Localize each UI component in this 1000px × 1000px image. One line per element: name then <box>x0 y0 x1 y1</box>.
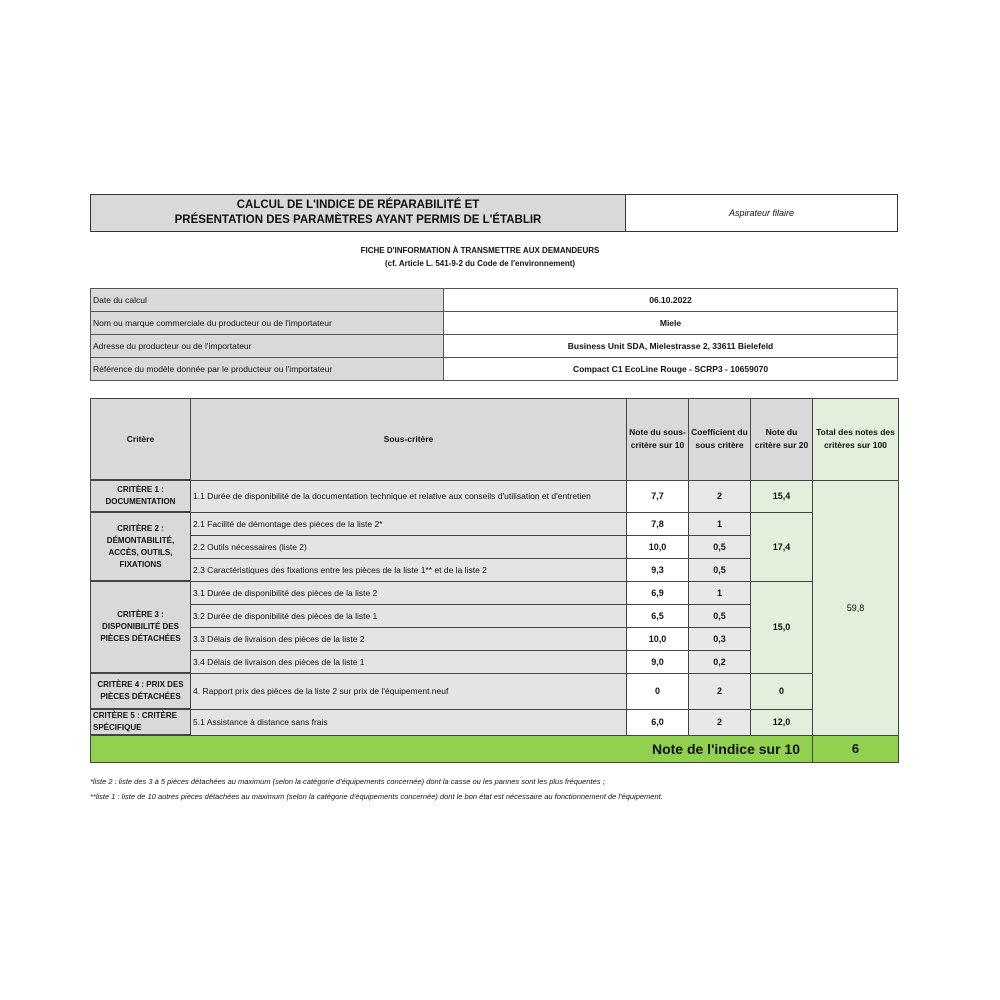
sub-criterion-label: 3.1 Durée de disponibilité des pièces de la liste 2 <box>191 581 627 604</box>
sub-criterion-note: 10,0 <box>627 535 689 558</box>
table-row <box>91 581 899 604</box>
criterion-name: CRITÈRE 5 : CRITÈRE SPÉCIFIQUE <box>91 709 191 735</box>
info-row <box>91 335 898 358</box>
sub-criterion-coef: 1 <box>689 581 751 604</box>
sub-criterion-note: 10,0 <box>627 627 689 650</box>
sub-criterion-coef: 0,3 <box>689 627 751 650</box>
info-row <box>91 289 898 312</box>
header-critere: Critère <box>91 399 191 481</box>
criterion-name: CRITÈRE 2 : DÉMONTABILITÉ, ACCÈS, OUTILS, FIXATIONS <box>91 512 191 581</box>
subtitle <box>90 244 870 270</box>
product-type: Aspirateur filaire <box>728 208 795 218</box>
header-coefficient: Coefficient du sous critère <box>689 399 751 481</box>
criterion-note: 15,0 <box>751 581 813 673</box>
sub-criterion-coef: 1 <box>689 512 751 535</box>
sub-criterion-note: 6,5 <box>627 604 689 627</box>
sub-criterion-label: 1.1 Durée de disponibilité de la documentation technique et relative aux conseils d'utilisation et d'entretien <box>191 480 627 512</box>
table-header-row <box>91 399 899 481</box>
sub-criterion-coef: 0,5 <box>689 535 751 558</box>
criterion-name: CRITÈRE 3 : DISPONIBILITÉ DES PIÈCES DÉTACHÉES <box>91 581 191 673</box>
sub-criterion-label: 2.3 Caractéristiques des fixations entre les pièces de la liste 1** et de la liste 2 <box>191 558 627 581</box>
sub-criterion-coef: 0,5 <box>689 558 751 581</box>
sub-criterion-coef: 2 <box>689 709 751 735</box>
final-score-row <box>91 735 899 763</box>
sub-criterion-note: 6,9 <box>627 581 689 604</box>
table-row <box>91 512 899 535</box>
final-score-value: 6 <box>813 735 899 763</box>
sub-criterion-coef: 2 <box>689 673 751 709</box>
sub-criterion-note: 7,7 <box>627 480 689 512</box>
sub-criterion-label: 3.3 Délais de livraison des pièces de la liste 2 <box>191 627 627 650</box>
info-value: Miele <box>444 312 898 335</box>
footnote-2: **liste 1 : liste de 10 autres pièces détachées au maximum (selon la catégorie d'équipements concernée) dont le bon état est nécessaire au fonctionnement de l'équipement. <box>90 792 663 801</box>
criterion-name: CRITÈRE 1 : DOCUMENTATION <box>91 480 191 512</box>
sub-criterion-note: 7,8 <box>627 512 689 535</box>
info-table <box>90 288 898 381</box>
sub-criterion-note: 9,3 <box>627 558 689 581</box>
criterion-note: 0 <box>751 673 813 709</box>
info-value: 06.10.2022 <box>444 289 898 312</box>
sub-criterion-coef: 0,2 <box>689 650 751 673</box>
sub-criterion-coef: 2 <box>689 480 751 512</box>
sub-criterion-label: 4. Rapport prix des pièces de la liste 2 sur prix de l'équipement neuf <box>191 673 627 709</box>
footnote-1: *liste 2 : liste des 3 à 5 pièces détachées au maximum (selon la catégorie d'équipements concernée) dont la casse ou les pannes sont les plus fréquentes ; <box>90 777 605 786</box>
sub-criterion-label: 2.1 Facilité de démontage des pièces de la liste 2* <box>191 512 627 535</box>
sub-criterion-label: 5.1 Assistance à distance sans frais <box>191 709 627 735</box>
sub-criterion-label: 3.2 Durée de disponibilité des pièces de la liste 1 <box>191 604 627 627</box>
sub-criterion-note: 0 <box>627 673 689 709</box>
sub-criterion-coef: 0,5 <box>689 604 751 627</box>
header-total: Total des notes des critères sur 100 <box>813 399 899 481</box>
header-note-critere: Note du critère sur 20 <box>751 399 813 481</box>
sub-criterion-note: 6,0 <box>627 709 689 735</box>
title-line-2: PRÉSENTATION DES PARAMÈTRES AYANT PERMIS DE L'ÉTABLIR <box>174 214 542 226</box>
criteria-table <box>90 398 899 763</box>
info-row <box>91 312 898 335</box>
sub-criterion-label: 3.4 Délais de livraison des pièces de la liste 1 <box>191 650 627 673</box>
sub-criterion-label: 2.2 Outils nécessaires (liste 2) <box>191 535 627 558</box>
info-value: Compact C1 EcoLine Rouge - SCRP3 - 10659070 <box>444 358 898 381</box>
title-line-1: CALCUL DE L'INDICE DE RÉPARABILITÉ ET <box>236 199 480 211</box>
criterion-name: CRITÈRE 4 : PRIX DES PIÈCES DÉTACHÉES <box>91 673 191 709</box>
criterion-note: 12,0 <box>751 709 813 735</box>
criterion-note: 15,4 <box>751 480 813 512</box>
footnotes <box>90 774 910 804</box>
final-score-label: Note de l'indice sur 10 <box>91 735 813 763</box>
info-value: Business Unit SDA, Mielestrasse 2, 33611 Bielefeld <box>444 335 898 358</box>
info-label: Nom ou marque commerciale du producteur ou de l'importateur <box>91 312 444 335</box>
sub-criterion-note: 9,0 <box>627 650 689 673</box>
table-row <box>91 673 899 709</box>
info-row <box>91 358 898 381</box>
header-note-sous-critere: Note du sous-critère sur 10 <box>627 399 689 481</box>
header-sous-critere: Sous-critère <box>191 399 627 481</box>
total-score: 59,8 <box>813 480 899 735</box>
header-box <box>90 194 898 232</box>
info-label: Référence du modèle donnée par le producteur ou l'importateur <box>91 358 444 381</box>
subtitle-line-1: FICHE D'INFORMATION À TRANSMETTRE AUX DEMANDEURS <box>360 246 600 255</box>
info-label: Date du calcul <box>91 289 444 312</box>
info-label: Adresse du producteur ou de l'importateur <box>91 335 444 358</box>
subtitle-line-2: (cf. Article L. 541-9-2 du Code de l'environnement) <box>384 259 576 268</box>
document-title <box>91 195 626 231</box>
table-row <box>91 480 899 512</box>
table-row <box>91 709 899 735</box>
criterion-note: 17,4 <box>751 512 813 581</box>
